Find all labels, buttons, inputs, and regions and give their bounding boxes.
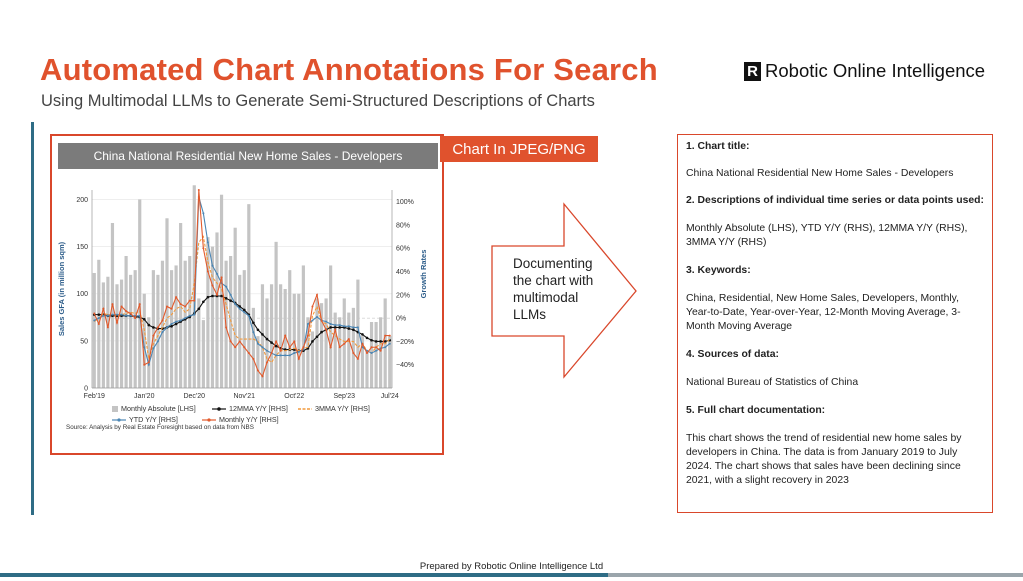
series-point (307, 335, 309, 337)
series-point (266, 350, 268, 352)
series-point (125, 310, 127, 312)
chart-bar (152, 270, 155, 388)
chart-bar (165, 218, 168, 388)
series-point (316, 316, 318, 318)
y2-axis-label: Growth Rates (419, 249, 428, 299)
series-point (243, 346, 245, 348)
series-point (207, 241, 209, 243)
chart-bar (197, 298, 200, 388)
footer-bar-light (608, 573, 1023, 577)
chart-bar (379, 317, 382, 388)
x-tick-label: Jan'20 (134, 393, 155, 400)
chart-bar (115, 284, 118, 388)
series-point (307, 323, 309, 325)
series-point (202, 212, 204, 214)
chart-bar (102, 282, 105, 388)
series-point (211, 285, 213, 287)
legend-item-monthly-yy (202, 415, 279, 424)
series-point (202, 247, 204, 249)
series-point (330, 346, 332, 348)
chart-image-frame (50, 134, 444, 455)
series-point (361, 333, 364, 336)
series-point (329, 326, 332, 329)
chart-bar (270, 284, 273, 388)
chart-bar (138, 199, 141, 388)
series-point (184, 305, 186, 307)
series-point (252, 321, 255, 324)
series-point (375, 350, 377, 352)
doc-text-sources: National Bureau of Statistics of China (686, 377, 859, 388)
chart-bar (243, 270, 246, 388)
brand-logo: R (744, 62, 761, 81)
series-point (280, 354, 282, 356)
series-point (293, 340, 295, 342)
series-point (348, 338, 350, 340)
footer-text: Prepared by Robotic Online Intelligence Ltd (419, 561, 604, 572)
series-point (243, 309, 246, 312)
series-point (334, 329, 336, 331)
series-point (171, 323, 173, 325)
y-axis-label: Sales GFA (in million sqm) (57, 241, 66, 337)
series-point (207, 271, 209, 273)
footer-bar-dark (0, 573, 608, 577)
page-subtitle: Using Multimodal LLMs to Generate Semi-Structured Descriptions of Charts (41, 92, 595, 110)
brand (744, 60, 985, 82)
series-point (252, 358, 254, 360)
series-point (143, 318, 146, 321)
series-point (148, 364, 150, 366)
chart-bar (129, 275, 132, 388)
doc-text-title: China National Residential New Home Sales - Developers (686, 168, 954, 179)
x-tick-label: Sep'23 (333, 393, 356, 400)
series-point (284, 354, 286, 356)
series-point (271, 352, 273, 354)
series-point (166, 326, 168, 328)
series-point (220, 295, 223, 298)
series-point (380, 350, 382, 352)
series-point (375, 346, 377, 348)
series-point (302, 346, 304, 348)
legend-label: Monthly Y/Y [RHS] (219, 415, 279, 424)
series-point (189, 315, 191, 317)
doc-heading-sources: 4. Sources of data: (686, 349, 779, 360)
chart-bar (247, 204, 250, 388)
series-point (280, 350, 282, 352)
series-point (384, 346, 386, 348)
x-tick-label: Oct'22 (284, 393, 305, 400)
chart-bar (288, 270, 291, 388)
y2-tick-label: 20% (396, 292, 411, 300)
series-point (275, 354, 277, 356)
legend-label: YTD Y/Y [RHS] (129, 415, 178, 424)
series-point (284, 335, 286, 337)
doc-heading-full: 5. Full chart documentation: (686, 405, 826, 416)
series-point (161, 331, 163, 333)
x-tick-label: Nov'21 (233, 393, 256, 400)
series-point (152, 335, 154, 337)
y-tick-label: 0 (84, 385, 88, 393)
chart-bar (302, 265, 305, 388)
chart-bar (347, 313, 350, 388)
series-point (348, 325, 350, 327)
series-point (111, 314, 113, 316)
chart-bar (134, 270, 137, 388)
series-point (334, 324, 336, 326)
legend-swatch (212, 406, 226, 412)
series-point (130, 312, 132, 314)
chart-bar (370, 322, 373, 388)
series-point (239, 308, 241, 310)
chart-bar (334, 313, 337, 388)
chart-bar (265, 298, 268, 388)
series-point (216, 273, 218, 275)
documentation-panel (677, 134, 993, 513)
series-point (193, 300, 195, 302)
chart-bar (325, 298, 328, 388)
series-point (339, 346, 341, 348)
y2-tick-label: 60% (396, 245, 411, 253)
doc-heading-title: 1. Chart title: (686, 141, 750, 152)
series-point (261, 375, 263, 377)
series-point (298, 351, 300, 353)
y-tick-label: 200 (76, 196, 88, 204)
series-point (211, 295, 214, 298)
series-point (293, 352, 295, 354)
series-point (166, 305, 168, 307)
series-point (248, 315, 250, 317)
y-tick-label: 150 (76, 244, 88, 252)
series-point (93, 312, 95, 314)
series-point (375, 340, 378, 343)
series-point (266, 338, 269, 341)
legend-item-12mma (212, 404, 288, 413)
series-point (143, 364, 145, 366)
legend-item-3mma (298, 404, 370, 413)
series-point (152, 326, 155, 329)
chart-bar (234, 228, 237, 388)
series-point (134, 317, 136, 319)
chart-bar (170, 270, 173, 388)
doc-text-keywords: China, Residential, New Home Sales, Developers, Monthly, Year-to-Date, Year-over-Year, 12-Month Moving Average, 3-Month Moving Average (686, 293, 961, 332)
series-point (361, 343, 363, 345)
series-point (198, 308, 201, 311)
series-point (161, 319, 163, 321)
series-point (289, 354, 291, 356)
series-point (311, 305, 313, 307)
series-point (230, 340, 232, 342)
arrow-caption: Documenting the chart with multimodal LLMs (513, 256, 594, 322)
series-point (148, 324, 151, 327)
legend-item-ytd (112, 415, 178, 424)
chart-bar (156, 275, 159, 388)
chart-bar (365, 350, 368, 388)
series-point (239, 340, 241, 342)
chart-bar (106, 277, 109, 388)
series-point (139, 303, 141, 305)
series-point (216, 294, 218, 296)
series-point (125, 315, 127, 317)
series-point (225, 326, 227, 328)
legend-label: 3MMA Y/Y [RHS] (315, 404, 370, 413)
series-point (352, 326, 354, 328)
series-point (116, 322, 118, 324)
doc-text-series: Monthly Absolute (LHS), YTD Y/Y (RHS), 12MMA Y/Y (RHS), 3MMA Y/Y (RHS) (686, 223, 968, 248)
y2-tick-label: 0% (396, 315, 407, 323)
series-point (207, 296, 210, 299)
series-point (325, 329, 327, 331)
chart-source: Source: Analysis by Real Estate Foresight based on data from NBS (66, 424, 254, 431)
series-point (316, 335, 319, 338)
series-point (98, 317, 100, 319)
series-point (98, 313, 101, 316)
series-point (143, 346, 145, 348)
series-point (230, 294, 232, 296)
chart-format-badge: Chart In JPEG/PNG (440, 136, 598, 162)
series-point (252, 331, 254, 333)
y-tick-label: 100 (76, 291, 88, 299)
y2-tick-label: 100% (396, 199, 414, 207)
series-point (357, 358, 359, 360)
series-point (257, 343, 259, 345)
series-point (370, 339, 373, 342)
chart-bar (120, 280, 123, 388)
series-point (157, 340, 159, 342)
legend-swatch (112, 417, 126, 423)
series-point (234, 303, 236, 305)
chart-bar (125, 256, 128, 388)
series-point (343, 325, 345, 327)
doc-text-full: This chart shows the trend of residential new home sales by developers in China. The data is from January 2019 to July 2024. The chart shows that sales have been declining since 2021, with a slight recovery in 2023 (686, 433, 962, 486)
chart-svg (52, 176, 442, 416)
series-point (170, 325, 173, 328)
series-point (311, 340, 314, 343)
series-point (121, 314, 123, 316)
series-point (171, 308, 173, 310)
series-point (371, 352, 373, 354)
legend-label: Monthly Absolute [LHS] (121, 404, 196, 413)
series-point (343, 343, 345, 345)
series-point (180, 319, 182, 321)
chart-bar (238, 275, 241, 388)
series-point (316, 294, 318, 296)
series-point (198, 189, 200, 191)
x-tick-label: Feb'19 (83, 393, 105, 400)
series-point (229, 299, 232, 302)
chart-bar (188, 256, 191, 388)
series-point (102, 308, 104, 310)
chart-bar (184, 261, 187, 388)
series-point (130, 315, 132, 317)
series-point (107, 315, 109, 317)
series-point (211, 265, 213, 267)
series-point (289, 346, 291, 348)
series-point (202, 301, 205, 304)
series-point (175, 296, 177, 298)
series-point (184, 317, 186, 319)
chart-bar (275, 242, 278, 388)
series-point (180, 303, 182, 305)
series-point (266, 361, 268, 363)
y2-tick-label: 80% (396, 222, 411, 230)
series-point (384, 335, 386, 337)
series-point (352, 328, 355, 331)
series-point (389, 343, 391, 345)
left-accent-bar (31, 122, 34, 515)
series-point (111, 303, 113, 305)
legend-label: 12MMA Y/Y [RHS] (229, 404, 288, 413)
legend-swatch (112, 406, 118, 412)
series-point (157, 326, 159, 328)
series-point (348, 327, 351, 330)
series-point (321, 319, 323, 321)
legend-item-monthly-absolute (112, 404, 196, 413)
series-point (339, 324, 341, 326)
series-point (261, 346, 263, 348)
chart-bar (202, 320, 205, 388)
x-tick-label: Dec'20 (183, 393, 206, 400)
legend-swatch (298, 406, 312, 412)
y2-tick-label: 40% (396, 269, 411, 277)
series-point (148, 361, 150, 363)
chart-bar (93, 273, 96, 388)
chart-bar (215, 232, 218, 388)
series-point (234, 346, 236, 348)
y-tick-label: 50 (80, 338, 88, 346)
y2-tick-label: −40% (396, 362, 415, 370)
series-point (248, 352, 250, 354)
series-point (107, 326, 109, 328)
chart-bar (375, 322, 378, 388)
chart-bar (179, 223, 182, 388)
series-point (320, 331, 323, 334)
series-point (330, 323, 332, 325)
series-point (257, 370, 259, 372)
series-point (121, 305, 123, 307)
series-point (366, 337, 369, 340)
page-title: Automated Chart Annotations For Search (40, 52, 658, 87)
series-point (357, 326, 359, 328)
series-point (225, 286, 227, 288)
y2-tick-label: −20% (396, 338, 415, 346)
series-point (152, 347, 154, 349)
series-point (325, 321, 327, 323)
series-point (352, 352, 354, 354)
chart-bar (297, 294, 300, 388)
series-point (311, 319, 313, 321)
series-point (275, 340, 277, 342)
series-point (261, 333, 264, 336)
series-point (193, 314, 195, 316)
series-point (270, 341, 273, 344)
series-point (338, 326, 341, 329)
series-point (379, 340, 382, 343)
series-point (116, 314, 118, 316)
series-point (98, 323, 100, 325)
doc-heading-series: 2. Descriptions of individual time series or data points used: (686, 195, 984, 206)
series-point (221, 276, 223, 278)
x-tick-label: Jul'24 (380, 393, 399, 400)
series-point (102, 315, 104, 317)
series-point (298, 358, 300, 360)
series-point (175, 323, 178, 326)
series-point (366, 352, 368, 354)
series-point (257, 328, 260, 331)
legend-swatch (202, 417, 216, 423)
chart-title: China National Residential New Home Sales - Developers (58, 143, 438, 169)
chart-bar (279, 284, 282, 388)
series-point (389, 335, 391, 337)
series-point (93, 319, 95, 321)
doc-heading-keywords: 3. Keywords: (686, 265, 751, 276)
chart-bar (175, 265, 178, 388)
series-point (371, 346, 373, 348)
series-point (189, 300, 191, 302)
brand-name: Robotic Online Intelligence (765, 60, 986, 81)
series-point (175, 321, 177, 323)
series-point (243, 311, 245, 313)
